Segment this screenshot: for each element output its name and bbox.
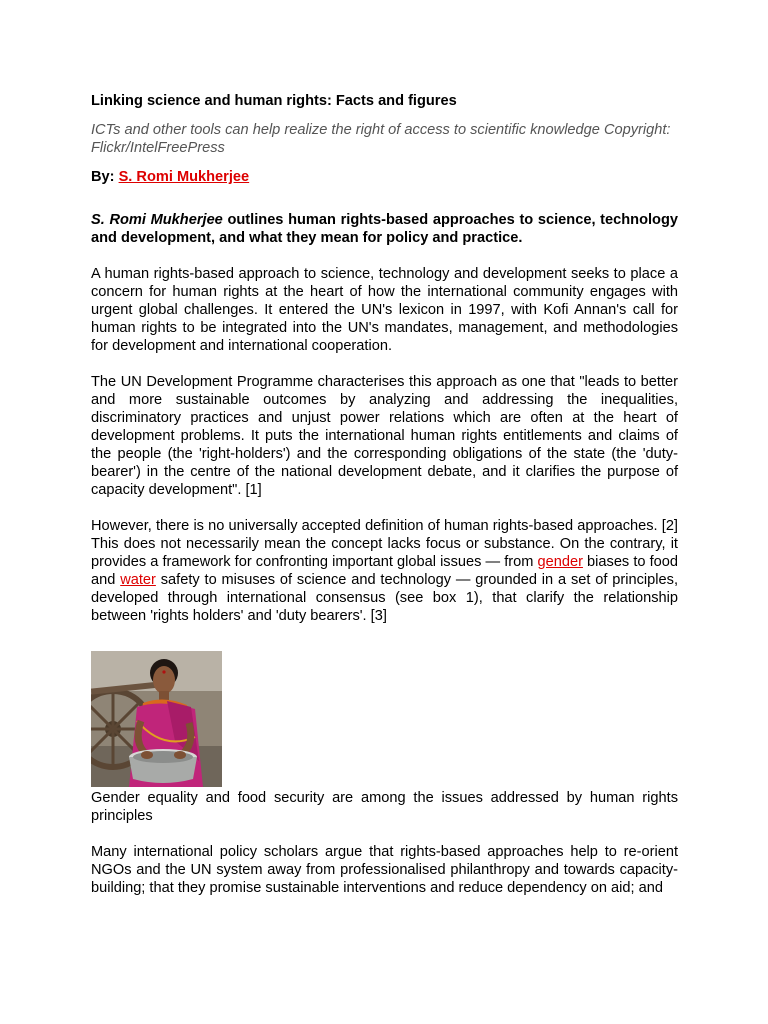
article [91,92,678,915]
water-link[interactable]: water [120,572,156,588]
paragraph-2: The UN Development Programme characterises this approach as one that "leads to better and more sustainable outcomes by analyzing and addressing the inequalities, discriminatory practices and unjust power relations which are often at the heart of development problems. It puts the international human rights entitlements and claims of the people (the 'right-holders') and the corresponding obligations of the state (the 'duty-bearer') in the centre of the national development debate, and it clarifies the purpose of capacity development". [1] [91,374,678,498]
article-title: Linking science and human rights: Facts and figures [91,93,457,109]
paragraph-4: Many international policy scholars argue that rights-based approaches help to re-orient NGOs and the UN system away from professionalised philanthropy and towards capacity-building; that they promise sustainable interventions and reduce dependency on aid; and [91,844,678,896]
image-caption: Gender equality and food security are among the issues addressed by human rights principles [91,790,678,824]
paragraph-3 [91,517,678,625]
lead-author: S. Romi Mukherjee [91,212,223,228]
woman-with-pot-photo [91,651,222,787]
paragraph-3-text-a: However, there is no universally accepted definition of human rights-based approaches. [2] This does not necessarily mean the concept lacks focus or substance. On the contrary, it provides a framework for confronting important global issues — from [91,518,678,570]
byline-prefix: By: [91,169,119,185]
paragraph-3-text-b: biases to food and [91,554,678,588]
lead-text: outlines human rights-based approaches to science, technology and development, and what they mean for policy and practice. [91,212,679,246]
paragraph-3-text-c: safety to misuses of science and technology — grounded in a set of principles, developed through international consensus (see box 1), that clarify the relationship between 'rights holders' and 'duty bearers'. [3] [91,572,678,624]
paragraph-1: A human rights-based approach to science, technology and development seeks to place a concern for human rights at the heart of how the international community engages with urgent global challenges. It entered the UN's lexicon in 1997, with Kofi Annan's call for human rights to be integrated into the UN's mandates, management, and methodologies for development and international cooperation. [91,266,678,354]
byline [91,168,678,186]
lead-paragraph [91,211,678,247]
header-image-caption: ICTs and other tools can help realize the right of access to scientific knowledge Copyright: Flickr/IntelFreePress [91,122,671,156]
author-link[interactable]: S. Romi Mukherjee [118,169,250,185]
gender-link[interactable]: gender [537,554,583,570]
